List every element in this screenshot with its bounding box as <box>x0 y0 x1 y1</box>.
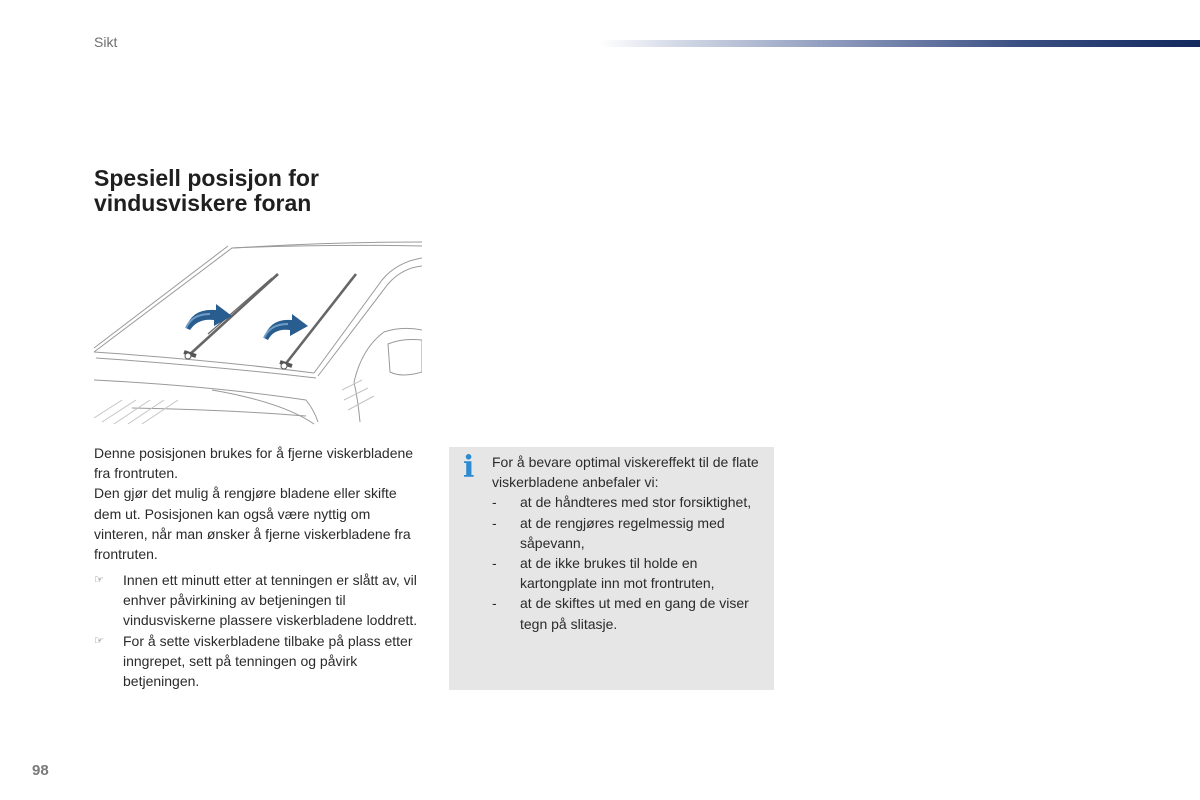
recommendation-text: at de rengjøres regelmessig med såpevann, <box>520 514 725 551</box>
hand-pointer-icon: ☞ <box>94 574 104 586</box>
right-lift-arrow <box>264 314 308 340</box>
info-box <box>449 447 774 690</box>
section-label: Sikt <box>94 34 118 50</box>
wiper-illustration <box>92 240 422 425</box>
instruction-list <box>94 570 424 691</box>
info-icon: i <box>463 450 475 485</box>
left-lift-arrow <box>186 304 232 330</box>
recommendation-item <box>492 553 767 593</box>
hand-pointer-icon: ☞ <box>94 634 104 647</box>
instruction-text: For å sette viskerbladene tilbake på plass etter inngrepet, sett på tenningen og påvirk betjeningen. <box>123 632 413 690</box>
intro-text <box>94 443 414 564</box>
intro-paragraph: Den gjør det mulig å rengjøre bladene eller skifte dem ut. Posisjonen kan også være nyttig om vinteren, når man ønsker å fjerne viskerbladene fra frontruten. <box>94 485 411 563</box>
recommendation-item <box>492 492 767 512</box>
dash-marker: - <box>492 555 497 572</box>
instruction-text: Innen ett minutt etter at tenningen er slått av, vil enhver påvirkining av betjeningen til vindusviskerne plassere viskerbladene loddrett. <box>123 572 418 629</box>
instruction-item <box>94 570 424 631</box>
header-gradient-bar <box>600 40 1200 47</box>
recommendation-item <box>492 513 767 553</box>
car-outline <box>94 242 422 424</box>
dash-marker: - <box>492 494 497 511</box>
recommendation-text: at de skiftes ut med en gang de viser tegn på slitasje. <box>520 595 749 632</box>
info-text <box>492 452 767 634</box>
recommendation-item <box>492 593 767 633</box>
recommendation-list <box>492 492 767 633</box>
intro-paragraph: Denne posisjonen brukes for å fjerne viskerbladene fra frontruten. <box>94 445 414 482</box>
dash-marker: - <box>492 514 497 531</box>
instruction-item <box>94 631 424 692</box>
recommendation-text: at de ikke brukes til holde en kartongplate inn mot frontruten, <box>520 555 715 592</box>
page-title: Spesiell posisjon for vindusviskere foran <box>94 165 319 216</box>
info-lead: For å bevare optimal viskereffekt til de flate viskerbladene anbefaler vi: <box>492 454 759 491</box>
recommendation-text: at de håndteres med stor forsiktighet, <box>520 494 752 511</box>
dash-marker: - <box>492 595 497 612</box>
page-number: 98 <box>32 762 49 779</box>
